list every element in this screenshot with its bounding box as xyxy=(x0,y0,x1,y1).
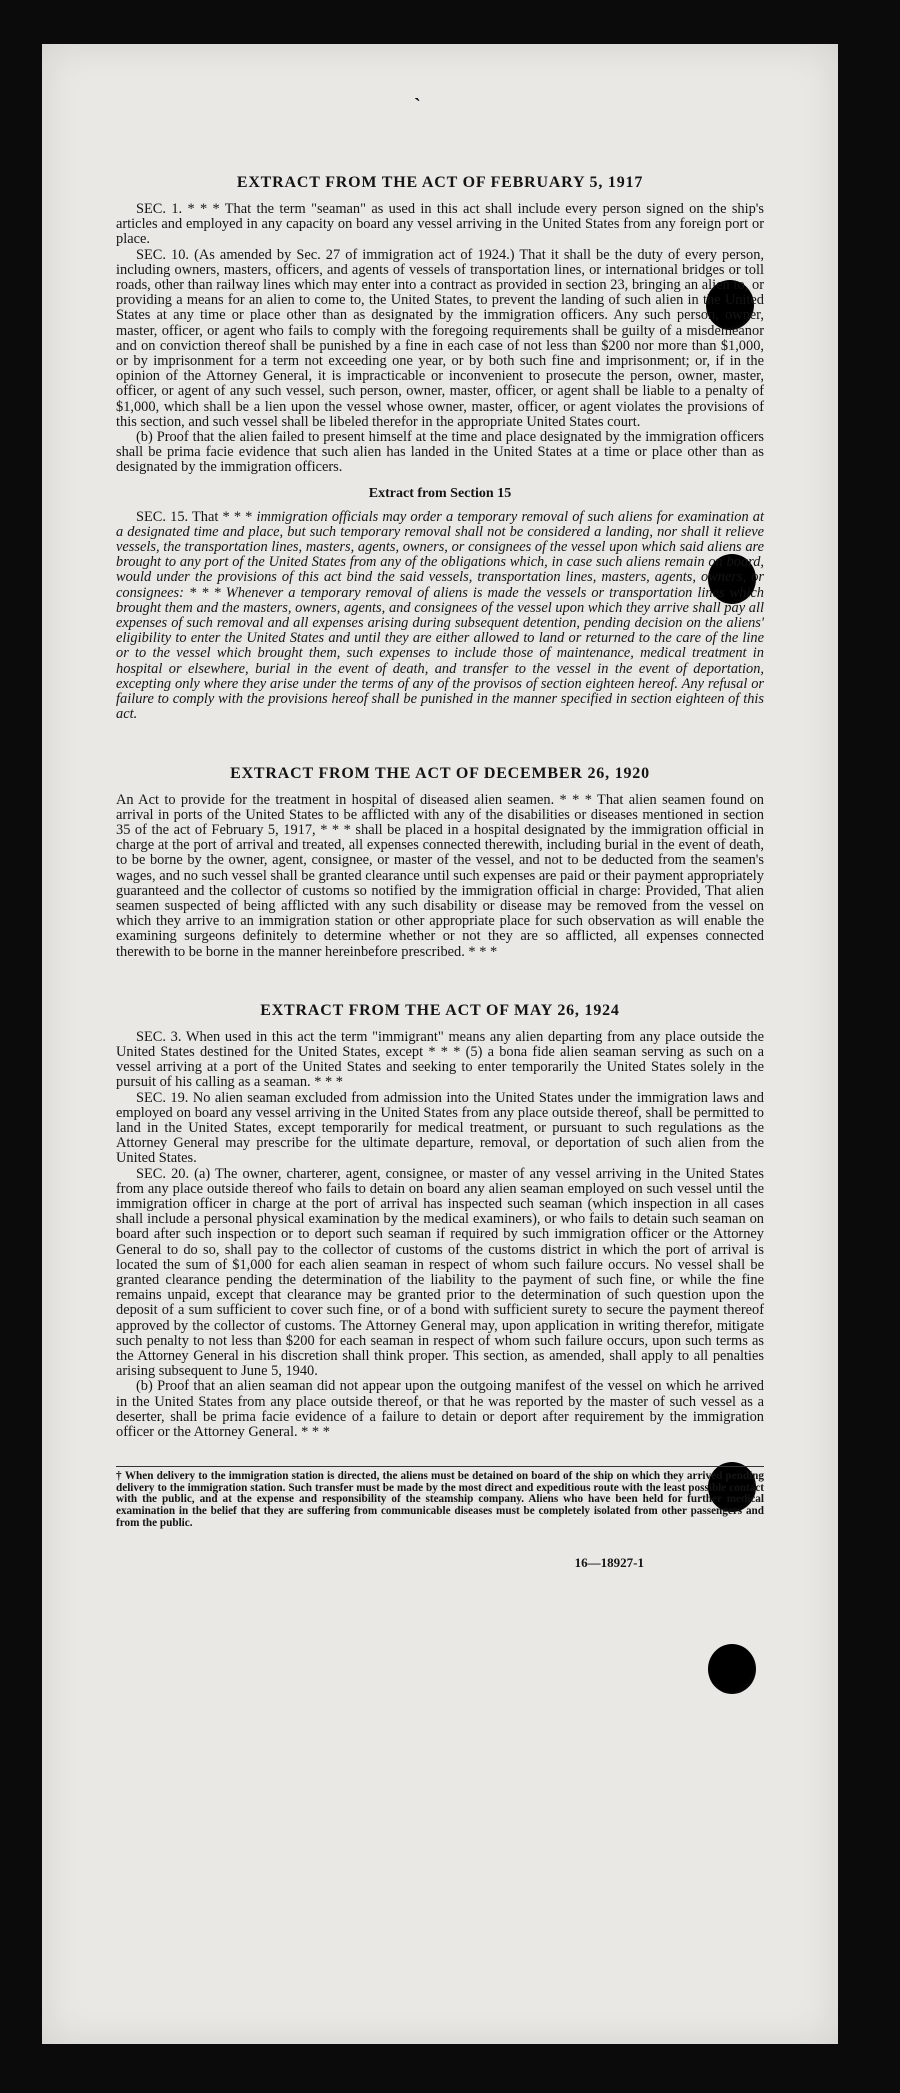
footnote: † When delivery to the immigration station is directed, the aliens must be detained on board of the ship on which they arrived pending delivery to the immigration station. Such transfer must be made by the most direct and expeditious route with the least possible contact with the public, and at the expense and responsibility of the steamship company. Aliens who have been held for further medical examination in the belief that they are suffering from communicable diseases must be completely isolated from other passengers and from the public. xyxy=(116,1466,764,1529)
paragraph: SEC. 19. No alien seaman excluded from admission into the United States under the immigration laws and employed on board any vessel arriving in the United States from any place outside thereof, shall be permitted to land in the United States, except temporarily for medical treatment, or pursuant to such regulations as the Attorney General may prescribe for the ultimate departure, removal, or deportation of such alien from the United States. xyxy=(116,1089,764,1167)
document-body xyxy=(116,128,764,1571)
paragraph: SEC. 3. When used in this act the term "immigrant" means any alien departing from any place outside the United States destined for the United States, except * * * (5) a bona fide alien seaman serving as such on a vessel arriving at a port of the United States and seeking to enter temporarily the United States solely in the pursuit of his calling as a seaman. * * * xyxy=(116,1028,764,1091)
paragraph: (b) Proof that an alien seaman did not appear upon the outgoing manifest of the vessel on which he arrived in the United States from any place outside thereof, or that he was reported by the master of such vessel as a deserter, shall be prima facie evidence of a failure to detain or deport after requirement by the immigration officer or the Attorney General. * * * xyxy=(116,1378,764,1441)
paragraph: (b) Proof that the alien failed to present himself at the time and place designated by the immigration officers shall be prima facie evidence that such alien has landed in the United States at a time or place other than as designated by the immigration officers. xyxy=(116,429,764,476)
paragraph: SEC. 1. * * * That the term "seaman" as used in this act shall include every person signed on the ship's articles and employed in any capacity on board any vessel arriving in the United States from any foreign port or place. xyxy=(116,201,764,248)
paragraph: SEC. 20. (a) The owner, charterer, agent, consignee, or master of any vessel arriving in the United States from any place outside thereof who fails to detain on board any alien seaman employed on such vessel until the immigration officer in charge at the port of arrival has inspected such seaman (which inspection in all cases shall include a personal physical examination by the medical examiners), or who fails to detain such seaman on board after such inspection or to deport such seaman if required by such immigration officer or the Attorney General to do so, shall pay to the collector of customs of the customs district in which the port of arrival is located the sum of $1,000 for each alien seaman in respect of whom such failure occurs. No vessel shall be granted clearance pending the determination of the liability to the payment of such fine, or while the fine remains unpaid, except that clearance may be granted prior to the determination of such question upon the deposit of a sum sufficient to cover such fine, or of a bond with sufficient surety to secure the payment thereof approved by the collector of customs. The Attorney General may, upon application in writing therefor, mitigate such penalty to not less than $200 for each seaman in respect of whom such failure occurs, upon such terms as the Attorney General in his discretion shall think proper. This section, as amended, shall apply to all penalties arising subsequent to June 5, 1940. xyxy=(116,1165,764,1380)
punch-hole xyxy=(708,1644,756,1694)
paragraph-italic: immigration officials may order a temporary removal of such aliens for examination at a designated time and place, but such temporary removal shall not be considered a landing, nor shall it relieve vessels, the transportation lines, masters, agents, owners, or consignees of the vessel upon which said aliens are brought to any port of the United States from any of the obligations which, in case such aliens remain on board, would under the provisions of this act bind the said vessels, transportation lines, masters, agents, owners, or consignees: * * * Whenever a temporary removal of aliens is made the vessels or transportation lines which brought them and the masters, owners, agents, and consignees of the vessel upon which they arrive shall pay all expenses of such removal and all expenses arising during subsequent detention, pending decision on the aliens' eligibility to enter the United States and until they are either allowed to land or returned to the care of the line or to the vessel which brought them, such expenses to include those of maintenance, medical treatment in hospital or elsewhere, burial in the event of death, and transfer to the vessel in the event of deportation, excepting only where they arise under the terms of any of the provisos of section eighteen hereof. Any refusal or failure to comply with the provisions hereof shall be punished in the manner specified in section eighteen of this act. xyxy=(116,508,764,723)
paragraph-lead: SEC. 15. That * * * xyxy=(136,508,253,525)
form-number: 16—18927-1 xyxy=(574,1555,644,1571)
section-title: EXTRACT FROM THE ACT OF MAY 26, 1924 xyxy=(260,1001,620,1019)
paragraph: SEC. 10. (As amended by Sec. 27 of immigration act of 1924.) That it shall be the duty of every person, including owners, masters, officers, and agents of vessels of transportation lines, or international bridges or toll roads, other than railway lines which may enter into a contract as provided in section 23, bringing an alien to, or providing a means for an alien to come to, the United States, to prevent the landing of such alien in the United States at any time or place other than as designated by the immigration officers. Any such person, owner, master, officer, or agent who fails to comply with the foregoing requirements shall be guilty of a misdemeanor and on conviction thereof shall be punished by a fine in each case of not less than $200 nor more than $1,000, or by imprisonment for a term not exceeding one year, or by both such fine and imprisonment; or, if in the opinion of the Attorney General, it is impracticable or inconvenient to prosecute the person, owner, master, officer, or agent of any such vessel, such person, owner, master, officer, or agent shall be liable to a penalty of $1,000, which shall be a lien upon the vessel whose owner, master, officer, or agent violates the provisions of this section, and such vessel shall be libeled therefor in the appropriate United States court. xyxy=(116,246,764,430)
paragraph xyxy=(116,510,764,723)
section-title: EXTRACT FROM THE ACT OF FEBRUARY 5, 1917 xyxy=(236,174,644,191)
stray-mark: ˴ xyxy=(414,86,421,108)
paragraph: An Act to provide for the treatment in hospital of diseased alien seamen. * * * That alien seamen found on arrival in ports of the United States to be afflicted with any of the disabilities or diseases mentioned in section 35 of the act of February 5, 1917, * * * shall be placed in a hospital designated by the immigration official in charge at the port of arrival and treated, all expenses connected therewith, including burial in the event of death, to be borne by the owner, agent, consignee, or master of the vessel, and not to be deducted from the seamen's wages, and no such vessel shall be granted clearance until such expenses are paid or their payment appropriately guaranteed and the collector of customs so notified by the immigration official in charge: Provided, That alien seamen suspected of being afflicted with any such disability or disease may be removed from the vessel on which they arrive to an immigration station or other appropriate place for such observation as will enable the examining surgeons definitely to determine whether or not they are so afflicted, all expenses connected therewith to be borne in the manner hereinbefore prescribed. * * * xyxy=(116,791,764,960)
document-page xyxy=(42,44,838,2044)
section-title: EXTRACT FROM THE ACT OF DECEMBER 26, 1920 xyxy=(230,764,650,782)
section-subtitle: Extract from Section 15 xyxy=(368,485,512,501)
